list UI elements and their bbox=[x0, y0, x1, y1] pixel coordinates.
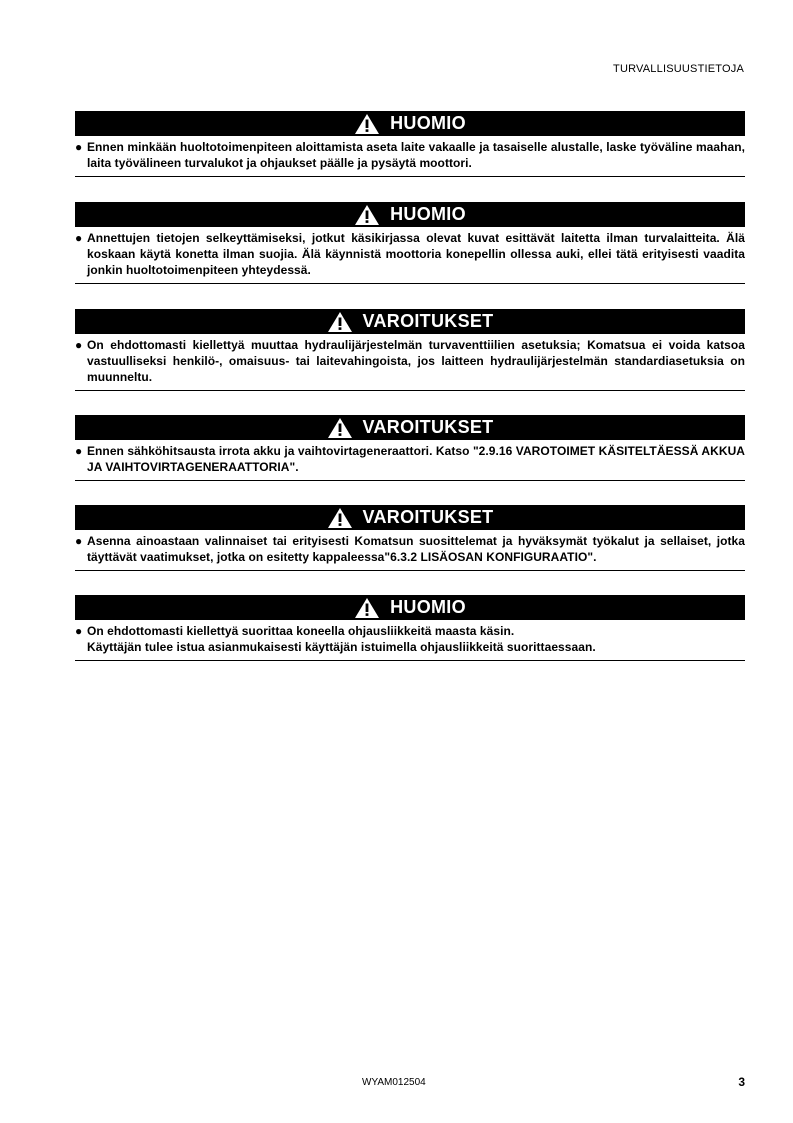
notice-title: HUOMIO bbox=[390, 113, 466, 133]
notice-bottom-rule bbox=[75, 176, 745, 177]
notice-banner bbox=[75, 309, 745, 334]
bullet-dot-icon: ● bbox=[75, 444, 83, 458]
notice-banner bbox=[75, 415, 745, 440]
notice-block bbox=[75, 202, 745, 284]
notice-paragraph: Ennen minkään huoltotoimenpiteen aloittamista aseta laite vakaalle ja tasaiselle alustalle, laske työväline maahan, laita työvälineen turvalukot ja ohjaukset päälle ja pysäytä moottori. bbox=[87, 140, 745, 170]
bullet-dot-icon: ● bbox=[75, 338, 83, 352]
notice-body bbox=[75, 440, 745, 480]
notice-body bbox=[75, 227, 745, 283]
notice-title: VAROITUKSET bbox=[362, 417, 494, 437]
notice-body bbox=[75, 136, 745, 176]
notice-paragraph: Ennen sähköhitsausta irrota akku ja vaihtovirtageneraattori. Katso "2.9.16 VAROTOIMET KÄSITELTÄESSÄ AKKUA JA VAIHTOVIRTAGENERAATTORIA". bbox=[87, 444, 745, 474]
notice-paragraph: On ehdottomasti kiellettyä suorittaa koneella ohjausliikkeitä maasta käsin. bbox=[87, 624, 515, 638]
page-number: 3 bbox=[738, 1075, 745, 1089]
notice-block bbox=[75, 505, 745, 571]
notice-paragraph: Asenna ainoastaan valinnaiset tai erityisesti Komatsun suosittelemat ja hyväksymät työkalut ja sellaiset, jotka täyttävät vaatimukset, jotka on esitetty kappaleessa"6.3.2 LISÄOSAN KONFIGURAATIO". bbox=[87, 534, 745, 564]
bullet-dot-icon: ● bbox=[75, 231, 83, 245]
notice-block bbox=[75, 595, 745, 661]
notice-banner bbox=[75, 202, 745, 227]
notice-paragraph: On ehdottomasti kiellettyä muuttaa hydraulijärjestelmän turvaventtiilien asetuksia; Komatsua ei voida katsoa vastuulliseksi henkilö-, omaisuus- tai laitevahingoista, jos laitteen hydraulijärjestelmän standardiasetuksia on muunneltu. bbox=[87, 338, 745, 384]
bullet-dot-icon: ● bbox=[75, 624, 83, 638]
warning-triangle-icon bbox=[354, 597, 380, 619]
notice-title: VAROITUKSET bbox=[362, 507, 494, 527]
notice-banner bbox=[75, 595, 745, 620]
warning-triangle-icon bbox=[354, 204, 380, 226]
notice-banner bbox=[75, 505, 745, 530]
running-header-section-title: TURVALLISUUSTIETOJA bbox=[613, 63, 744, 75]
notice-body bbox=[75, 530, 745, 570]
notice-title: HUOMIO bbox=[390, 597, 466, 617]
notice-paragraph: Käyttäjän tulee istua asianmukaisesti käyttäjän istuimella ohjausliikkeitä suorittaessaan. bbox=[87, 640, 596, 654]
notice-bottom-rule bbox=[75, 660, 745, 661]
warning-triangle-icon bbox=[354, 113, 380, 135]
notice-block bbox=[75, 415, 745, 481]
document-code: WYAM012504 bbox=[362, 1077, 426, 1088]
bullet-dot-icon: ● bbox=[75, 534, 83, 548]
warning-triangle-icon bbox=[327, 311, 353, 333]
warning-triangle-icon bbox=[327, 417, 353, 439]
notice-body bbox=[75, 334, 745, 390]
notice-banner bbox=[75, 111, 745, 136]
warning-triangle-icon bbox=[327, 507, 353, 529]
bullet-dot-icon: ● bbox=[75, 140, 83, 154]
notice-bottom-rule bbox=[75, 570, 745, 571]
notice-paragraph: Annettujen tietojen selkeyttämiseksi, jotkut käsikirjassa olevat kuvat esittävät laitetta ilman turvalaitteita. Älä koskaan käytä konetta ilman suojia. Älä käynnistä moottoria konepellin ollessa auki, ellei tätä erityisesti vaadita jonkin huoltotoimenpiteen yhteydessä. bbox=[87, 231, 745, 277]
notice-body bbox=[75, 620, 745, 660]
notice-bottom-rule bbox=[75, 480, 745, 481]
notice-block bbox=[75, 111, 745, 177]
notice-title: VAROITUKSET bbox=[362, 311, 494, 331]
notice-bottom-rule bbox=[75, 283, 745, 284]
notice-title: HUOMIO bbox=[390, 204, 466, 224]
notice-block bbox=[75, 309, 745, 391]
notice-bottom-rule bbox=[75, 390, 745, 391]
